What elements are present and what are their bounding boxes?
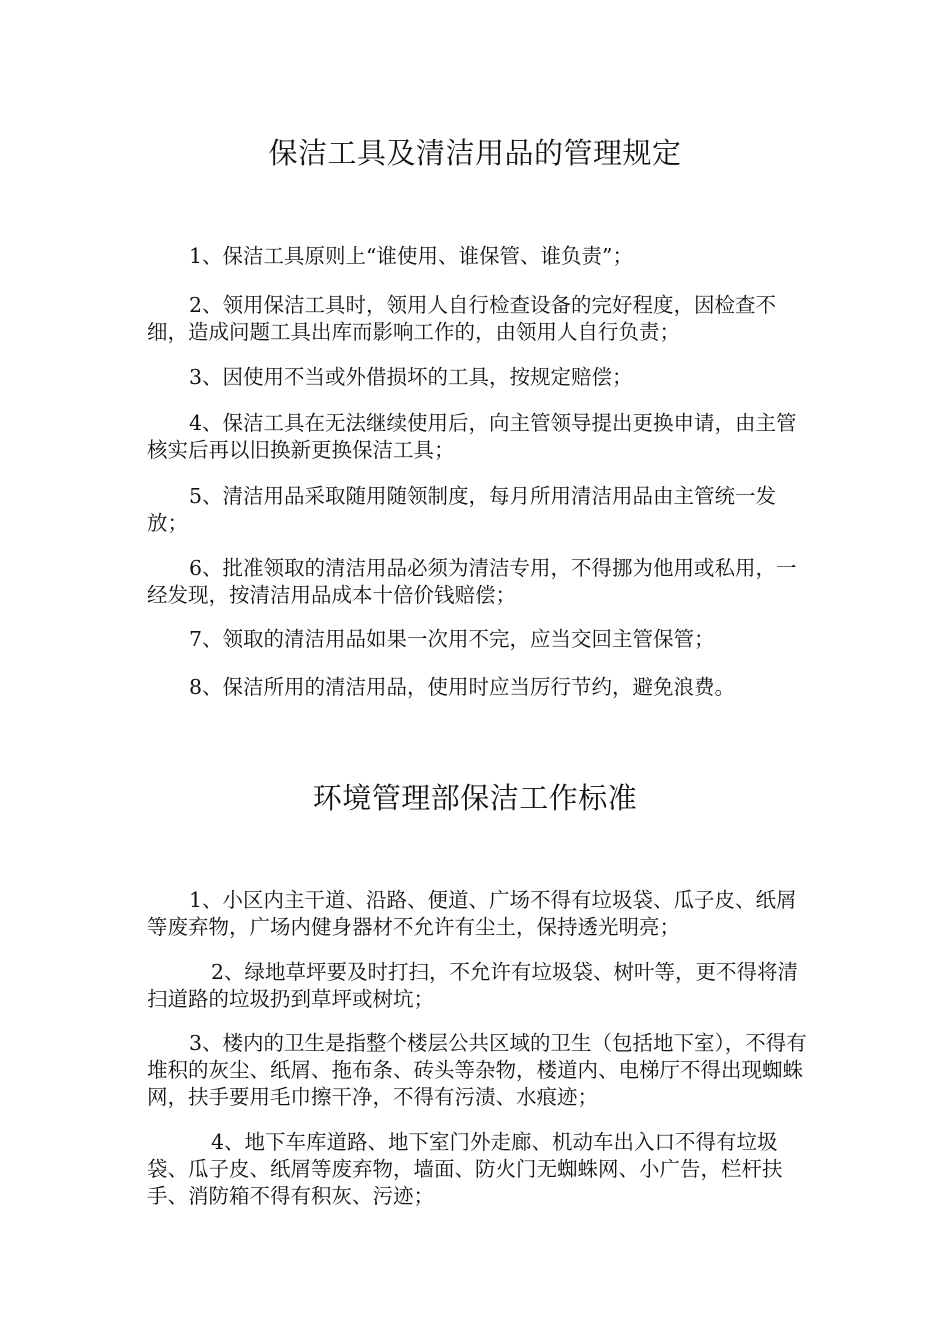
standard-item-3: 3、楼内的卫生是指整个楼层公共区域的卫生（包括地下室），不得有堆积的灰尘、纸屑、拖布条、砖头等杂物，楼道内、电梯厅不得出现蜘蛛网，扶手要用毛巾擦干净，不得有污渍、水痕迹； (147, 1031, 807, 1109)
section-title-cleaning-standards: 环境管理部保洁工作标准 (312, 781, 638, 815)
rule-item-3: 3、因使用不当或外借损坏的工具，按规定赔偿； (189, 365, 633, 389)
standard-item-1: 1、小区内主干道、沿路、便道、广场不得有垃圾袋、瓜子皮、纸屑等废弃物，广场内健身器材不允许有尘土，保持透光明亮； (147, 888, 797, 939)
standard-item-4: 4、地下车库道路、地下室门外走廊、机动车出入口不得有垃圾袋、瓜子皮、纸屑等废弃物，墙面、防火门无蜘蛛网、小广告，栏杆扶手、消防箱不得有积灰、污迹； (147, 1130, 783, 1208)
rule-item-1: 1、保洁工具原则上“谁使用、谁保管、谁负责”； (189, 244, 634, 268)
rule-item-5: 5、清洁用品采取随用随领制度，每月所用清洁用品由主管统一发放； (147, 484, 777, 535)
rule-item-7: 7、领取的清洁用品如果一次用不完，应当交回主管保管； (189, 627, 715, 651)
section-title-management-rules: 保洁工具及清洁用品的管理规定 (268, 136, 682, 170)
rule-item-2: 2、领用保洁工具时，领用人自行检查设备的完好程度，因检查不细，造成问题工具出库而影响工作的，由领用人自行负责； (147, 293, 777, 344)
rule-item-6: 6、批准领取的清洁用品必须为清洁专用，不得挪为他用或私用，一经发现，按清洁用品成本十倍价钱赔偿； (147, 556, 797, 607)
rule-item-8: 8、保洁所用的清洁用品，使用时应当厉行节约，避免浪费。 (189, 675, 736, 699)
rule-item-4: 4、保洁工具在无法继续使用后，向主管领导提出更换申请，由主管核实后再以旧换新更换保洁工具； (147, 411, 797, 462)
standard-item-2: 2、绿地草坪要及时打扫，不允许有垃圾袋、树叶等，更不得将清扫道路的垃圾扔到草坪或树坑； (147, 960, 799, 1011)
